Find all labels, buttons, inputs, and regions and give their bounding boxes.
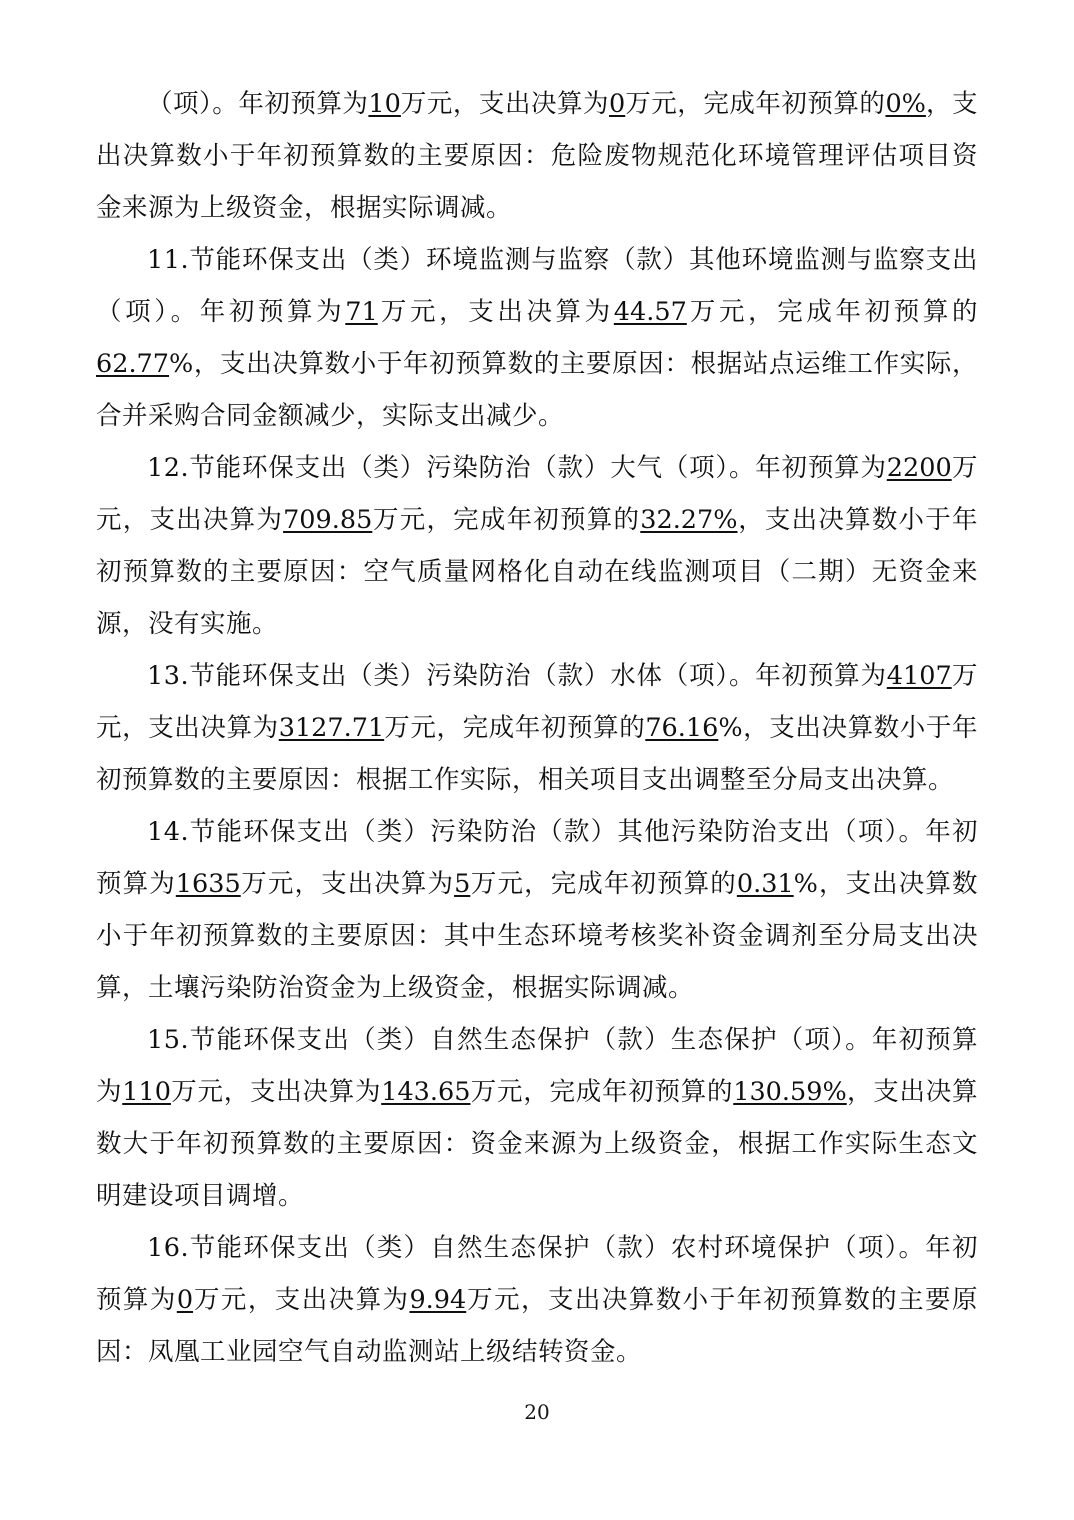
underlined-value: 1635 <box>175 869 241 899</box>
text-run: 万元，支出决算为 <box>400 89 610 119</box>
text-run: 16.节能环保支出（类）自然生态保护（款）农村环境保护（项）。年初预算为 <box>96 1233 978 1315</box>
underlined-value: 32.27% <box>640 505 738 535</box>
underlined-value: 3127.71 <box>278 713 385 743</box>
underlined-value: 130.59% <box>733 1077 847 1107</box>
text-run: 万元，完成年初预算的 <box>372 505 641 535</box>
text-run: 12.节能环保支出（类）污染防治（款）大气（项）。年初预算为 <box>147 453 887 483</box>
underlined-value: 0 <box>609 89 626 119</box>
para-12 <box>96 442 978 650</box>
underlined-value: 62.77 <box>96 349 170 379</box>
text-run: ，支出决算数小于年初预算数的主要原因：空气质量网格化自动在线监测项目（二期）无资金来源，没有实施。 <box>96 505 978 639</box>
underlined-value: 2200 <box>886 453 952 483</box>
text-run: 万元，支出决算为 <box>96 453 978 535</box>
text-run: 15.节能环保支出（类）自然生态保护（款）生态保护（项）。年初预算为 <box>96 1025 978 1107</box>
underlined-value: 10 <box>368 89 401 119</box>
underlined-value: 143.65 <box>381 1077 471 1107</box>
underlined-value: 0% <box>885 89 926 119</box>
para-10-continued <box>96 78 978 234</box>
underlined-value: 709.85 <box>283 505 373 535</box>
text-run: 11.节能环保支出（类）环境监测与监察（款）其他环境监测与监察支出（项）。年初预算为 <box>96 245 978 327</box>
para-13 <box>96 650 978 806</box>
underlined-value: 5 <box>454 869 471 899</box>
underlined-value: 4107 <box>886 661 952 691</box>
underlined-value: 71 <box>345 297 378 327</box>
text-run: 13.节能环保支出（类）污染防治（款）水体（项）。年初预算为 <box>147 661 887 691</box>
underlined-value: 44.57 <box>613 297 687 327</box>
text-run: 万元，完成年初预算的 <box>470 1077 734 1107</box>
text-run: 万元，完成年初预算的 <box>470 869 737 899</box>
text-run: 万元，完成年初预算的 <box>384 713 646 743</box>
underlined-value: 110 <box>122 1077 171 1107</box>
para-11 <box>96 234 978 442</box>
underlined-value: 76.16 <box>645 713 719 743</box>
text-run: 14.节能环保支出（类）污染防治（款）其他污染防治支出（项）。年初预算为 <box>96 817 978 899</box>
para-16 <box>96 1222 978 1378</box>
text-run: ，支出决算数大于年初预算数的主要原因：资金来源为上级资金，根据工作实际生态文明建设项目调增。 <box>96 1077 978 1211</box>
text-run: ，支出决算数小于年初预算数的主要原因：危险废物规范化环境管理评估项目资金来源为上级资金，根据实际调减。 <box>96 89 978 223</box>
text-run: 万元，完成年初预算的 <box>625 89 886 119</box>
para-14 <box>96 806 978 1014</box>
text-run: 万元，支出决算为 <box>377 297 614 327</box>
underlined-value: 0 <box>176 1285 194 1315</box>
underlined-value: 0.31 <box>736 869 794 899</box>
page-number: 20 <box>524 1400 550 1424</box>
text-run: 万元，支出决算为 <box>193 1285 410 1315</box>
text-run: 万元，支出决算为 <box>96 661 978 743</box>
text-run: %，支出决算数小于年初预算数的主要原因：根据站点运维工作实际，合并采购合同金额减少，实际支出减少。 <box>96 349 978 431</box>
para-15 <box>96 1014 978 1222</box>
underlined-value: 9.94 <box>409 1285 467 1315</box>
text-run: 万元，完成年初预算的 <box>686 297 978 327</box>
text-run: %，支出决算数小于年初预算数的主要原因：根据工作实际，相关项目支出调整至分局支出决算。 <box>96 713 978 795</box>
text-run: 万元，支出决算为 <box>170 1077 382 1107</box>
text-run: 万元，支出决算为 <box>240 869 455 899</box>
text-run: 万元，支出决算数小于年初预算数的主要原因：凤凰工业园空气自动监测站上级结转资金。 <box>96 1285 978 1367</box>
text-run: （项）。年初预算为 <box>147 89 369 119</box>
document-body <box>96 78 978 1378</box>
text-run: %，支出决算数小于年初预算数的主要原因：其中生态环境考核奖补资金调剂至分局支出决算，土壤污染防治资金为上级资金，根据实际调减。 <box>96 869 978 1003</box>
